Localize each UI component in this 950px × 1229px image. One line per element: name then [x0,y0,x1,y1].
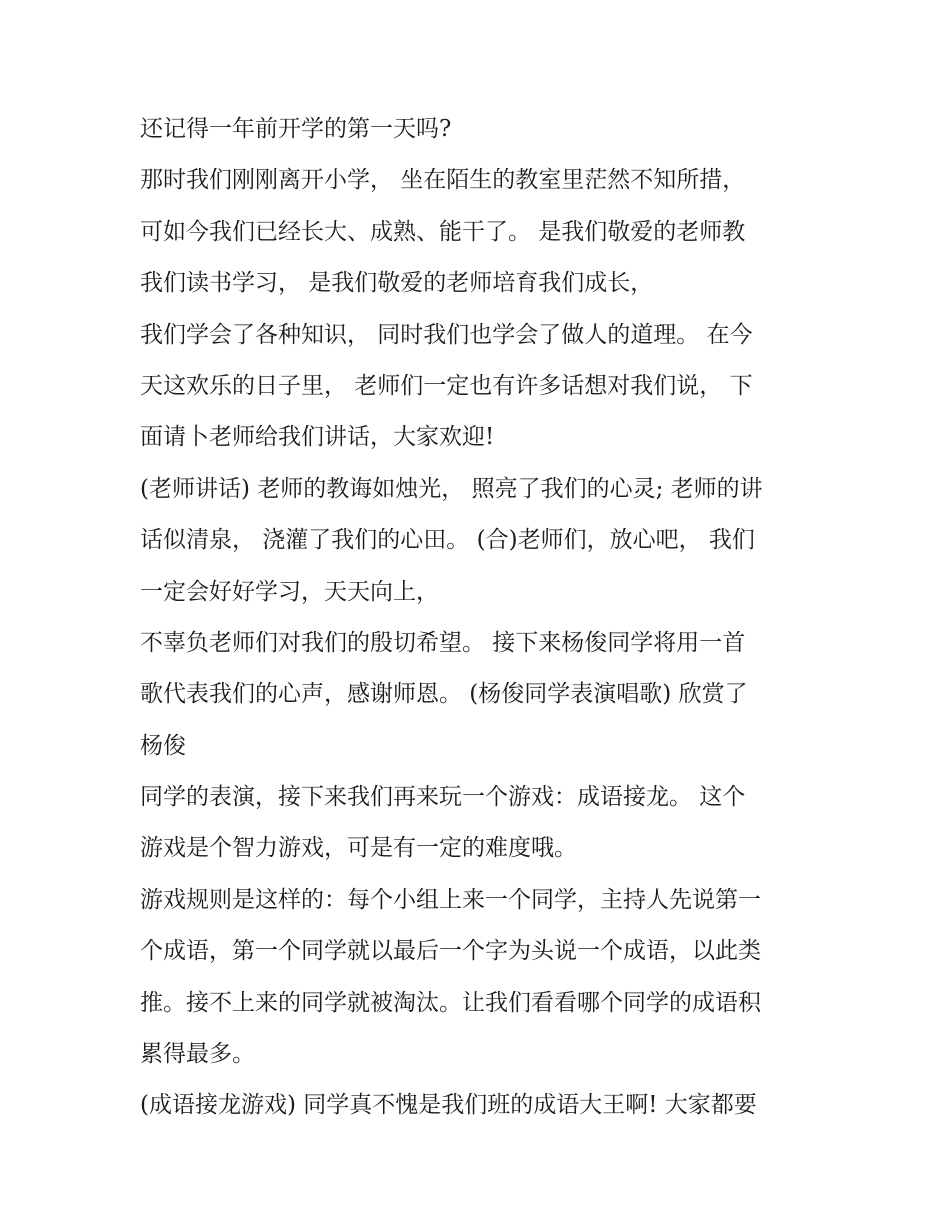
text-line-1: 还记得一年前开学的第一天吗? [140,116,452,142]
text-line-10: 一定会好好学习，天天向上， [140,578,439,605]
text-line-20: (成语接龙游戏) 同学真不愧是我们班的成语大王啊! 大家都要 [140,1092,757,1119]
text-line-8: (老师讲话) 老师的教诲如烛光， 照亮了我们的心灵; 老师的讲 [140,475,763,502]
text-line-13: 杨俊 [140,732,186,759]
text-line-15: 游戏是个智力游戏，可是有一定的难度哦。 [140,835,577,862]
text-line-16: 游戏规则是这样的：每个小组上来一个同学，主持人先说第一 [140,886,761,913]
document-body [140,104,830,1132]
text-line-18: 推。接不上来的同学就被淘汰。让我们看看哪个同学的成语积 [140,989,761,1016]
text-line-3: 可如今我们已经长大、成熟、能干了。 是我们敬爱的老师教 [140,218,746,245]
text-line-2: 那时我们刚刚离开小学， 坐在陌生的教室里茫然不知所措， [140,167,746,194]
text-line-4: 我们读书学习， 是我们敬爱的老师培育我们成长， [140,270,654,297]
text-line-14: 同学的表演，接下来我们再来玩一个游戏：成语接龙。 这个 [140,784,746,811]
text-line-6: 天这欢乐的日子里， 老师们一定也有许多话想对我们说， 下 [140,372,753,399]
text-line-7: 面请卜老师给我们讲话，大家欢迎! [140,424,495,451]
text-line-12: 歌代表我们的心声，感谢师恩。 (杨俊同学表演唱歌) 欣赏了 [140,681,748,708]
text-line-5: 我们学会了各种知识， 同时我们也学会了做人的道理。 在今 [140,321,753,348]
text-line-19: 累得最多。 [140,1041,255,1068]
text-line-17: 个成语，第一个同学就以最后一个字为头说一个成语，以此类 [140,938,761,965]
text-line-9: 话似清泉， 浇灌了我们的心田。 (合)老师们，放心吧， 我们 [140,527,755,554]
text-line-11: 不辜负老师们对我们的殷切希望。 接下来杨俊同学将用一首 [140,629,746,656]
